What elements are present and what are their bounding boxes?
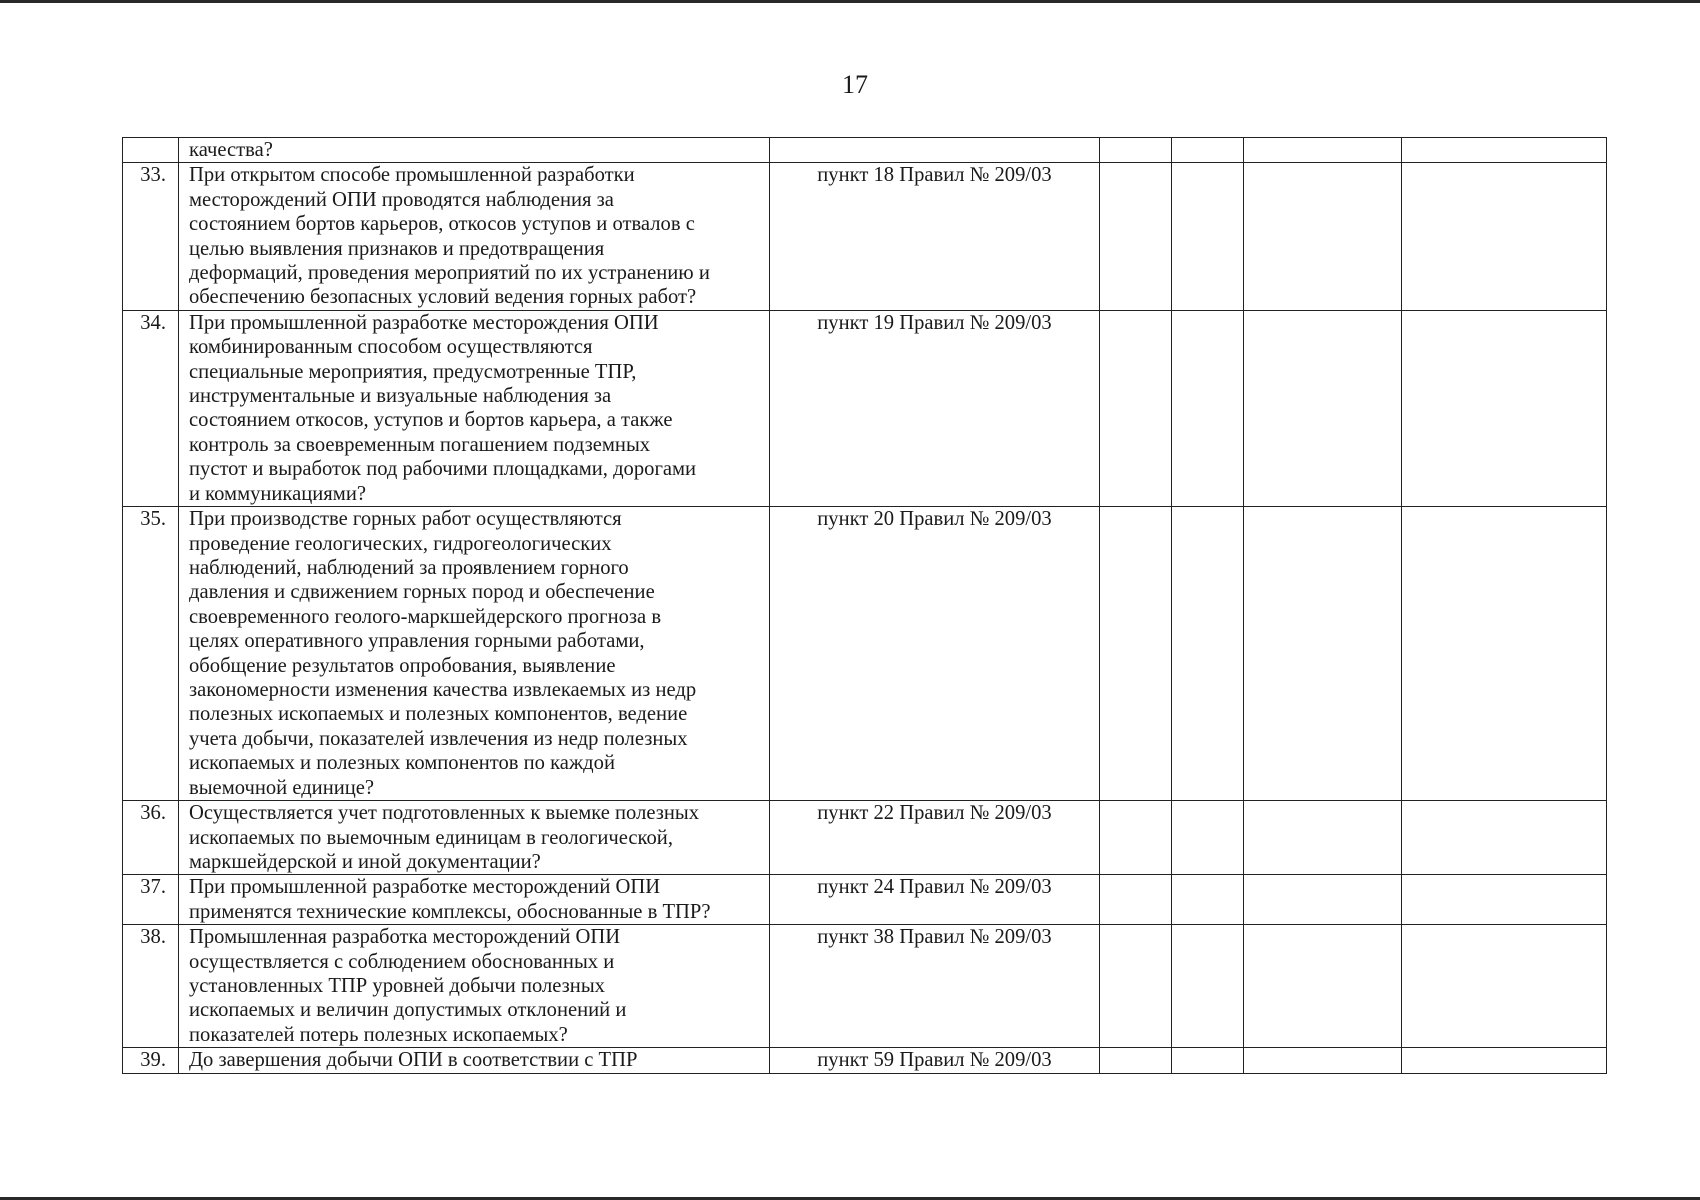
question-line: контроль за своевременным погашением подземных [189, 433, 651, 456]
question-line: закономерности изменения качества извлекаемых из недр [189, 678, 697, 701]
question-line: деформаций, проведения мероприятий по их устранению и [189, 262, 710, 285]
regulation-reference: пункт 22 Правил № 209/03 [770, 801, 1100, 875]
page-number: 17 [842, 70, 868, 99]
not-applicable-cell [1244, 801, 1402, 875]
row-number: 39. [123, 1048, 179, 1074]
question-line: показателей потерь полезных ископаемых? [189, 1023, 568, 1046]
question-line: Промышленная разработка месторождений ОПИ [189, 926, 621, 949]
question-line: осуществляется с соблюдением обоснованных и [189, 950, 615, 973]
question-line: До завершения добычи ОПИ в соответствии с ТПР [189, 1049, 638, 1072]
answer-yes-cell [1100, 1048, 1172, 1074]
remarks-cell [1402, 163, 1607, 310]
answer-yes-cell [1100, 310, 1172, 506]
answer-yes-cell [1100, 507, 1172, 801]
question-line: проведение геологических, гидрогеологических [189, 532, 612, 555]
answer-yes-cell [1100, 138, 1172, 163]
table-row [123, 507, 1607, 801]
question-line: применятся технические комплексы, обоснованные в ТПР? [189, 900, 711, 923]
question-line: качества? [189, 139, 273, 161]
question-line: своевременного геолого-маркшейдерского прогноза в [189, 605, 662, 628]
answer-no-cell [1172, 925, 1244, 1048]
answer-no-cell [1172, 163, 1244, 310]
question-line: состоянием откосов, уступов и бортов карьера, а также [189, 409, 673, 432]
question-cell [179, 875, 770, 925]
table-row [123, 310, 1607, 506]
question-line: давления и сдвижением горных пород и обеспечение [189, 581, 655, 604]
checklist-table [122, 137, 1607, 1074]
checklist-body [123, 138, 1607, 1074]
question-cell [179, 138, 770, 163]
scan-top-edge [0, 0, 1700, 3]
question-line: специальные мероприятия, предусмотренные ТПР, [189, 360, 637, 383]
table-row [123, 1048, 1607, 1074]
row-number [123, 138, 179, 163]
not-applicable-cell [1244, 138, 1402, 163]
regulation-reference: пункт 59 Правил № 209/03 [770, 1048, 1100, 1074]
table-row [123, 875, 1607, 925]
question-line: установленных ТПР уровней добычи полезных [189, 974, 605, 997]
remarks-cell [1402, 1048, 1607, 1074]
question-cell [179, 163, 770, 310]
regulation-reference: пункт 19 Правил № 209/03 [770, 310, 1100, 506]
question-line: целях оперативного управления горными работами, [189, 630, 645, 653]
table-row [123, 925, 1607, 1048]
answer-no-cell [1172, 138, 1244, 163]
remarks-cell [1402, 310, 1607, 506]
row-number: 38. [123, 925, 179, 1048]
question-line: При промышленной разработке месторождения ОПИ [189, 311, 659, 334]
question-line: Осуществляется учет подготовленных к выемке полезных [189, 802, 700, 825]
question-line: При открытом способе промышленной разработки [189, 164, 635, 187]
answer-no-cell [1172, 1048, 1244, 1074]
answer-yes-cell [1100, 801, 1172, 875]
question-line: ископаемых и величин допустимых отклонений и [189, 999, 627, 1022]
question-line: обеспечению безопасных условий ведения горных работ? [189, 286, 697, 309]
question-line: наблюдений, наблюдений за проявлением горного [189, 556, 629, 579]
remarks-cell [1402, 875, 1607, 925]
answer-yes-cell [1100, 925, 1172, 1048]
question-line: выемочной единице? [189, 776, 375, 799]
question-line: обобщение результатов опробования, выявление [189, 654, 616, 677]
regulation-reference: пункт 20 Правил № 209/03 [770, 507, 1100, 801]
answer-no-cell [1172, 801, 1244, 875]
question-cell [179, 310, 770, 506]
question-line: месторождений ОПИ проводятся наблюдения за [189, 188, 614, 211]
question-line: При производстве горных работ осуществляются [189, 508, 622, 531]
question-line: ископаемых и полезных компонентов по каждой [189, 752, 615, 775]
question-cell [179, 925, 770, 1048]
table-row [123, 163, 1607, 310]
question-line: и коммуникациями? [189, 482, 366, 505]
remarks-cell [1402, 801, 1607, 875]
question-line: полезных ископаемых и полезных компонентов, ведение [189, 703, 688, 726]
question-cell [179, 1048, 770, 1074]
regulation-reference: пункт 24 Правил № 209/03 [770, 875, 1100, 925]
question-line: состоянием бортов карьеров, откосов уступов и отвалов с [189, 213, 695, 236]
row-number: 37. [123, 875, 179, 925]
question-line: ископаемых по выемочным единицам в геологической, [189, 826, 673, 849]
row-number: 34. [123, 310, 179, 506]
answer-no-cell [1172, 310, 1244, 506]
question-line: инструментальные и визуальные наблюдения за [189, 385, 612, 408]
answer-no-cell [1172, 875, 1244, 925]
table-row [123, 138, 1607, 163]
table-row [123, 801, 1607, 875]
answer-yes-cell [1100, 875, 1172, 925]
question-cell [179, 507, 770, 801]
question-line: пустот и выработок под рабочими площадками, дорогами [189, 458, 697, 481]
question-line: целью выявления признаков и предотвращения [189, 237, 605, 260]
not-applicable-cell [1244, 925, 1402, 1048]
row-number: 33. [123, 163, 179, 310]
not-applicable-cell [1244, 1048, 1402, 1074]
row-number: 35. [123, 507, 179, 801]
not-applicable-cell [1244, 163, 1402, 310]
question-line: комбинированным способом осуществляются [189, 336, 593, 359]
remarks-cell [1402, 507, 1607, 801]
regulation-reference: пункт 38 Правил № 209/03 [770, 925, 1100, 1048]
question-line: При промышленной разработке месторождений ОПИ [189, 876, 661, 899]
question-line: маркшейдерской и иной документации? [189, 850, 541, 873]
not-applicable-cell [1244, 507, 1402, 801]
remarks-cell [1402, 138, 1607, 163]
remarks-cell [1402, 925, 1607, 1048]
row-number: 36. [123, 801, 179, 875]
not-applicable-cell [1244, 875, 1402, 925]
question-line: учета добычи, показателей извлечения из недр полезных [189, 727, 688, 750]
regulation-reference [770, 138, 1100, 163]
answer-yes-cell [1100, 163, 1172, 310]
regulation-reference: пункт 18 Правил № 209/03 [770, 163, 1100, 310]
answer-no-cell [1172, 507, 1244, 801]
question-cell [179, 801, 770, 875]
not-applicable-cell [1244, 310, 1402, 506]
